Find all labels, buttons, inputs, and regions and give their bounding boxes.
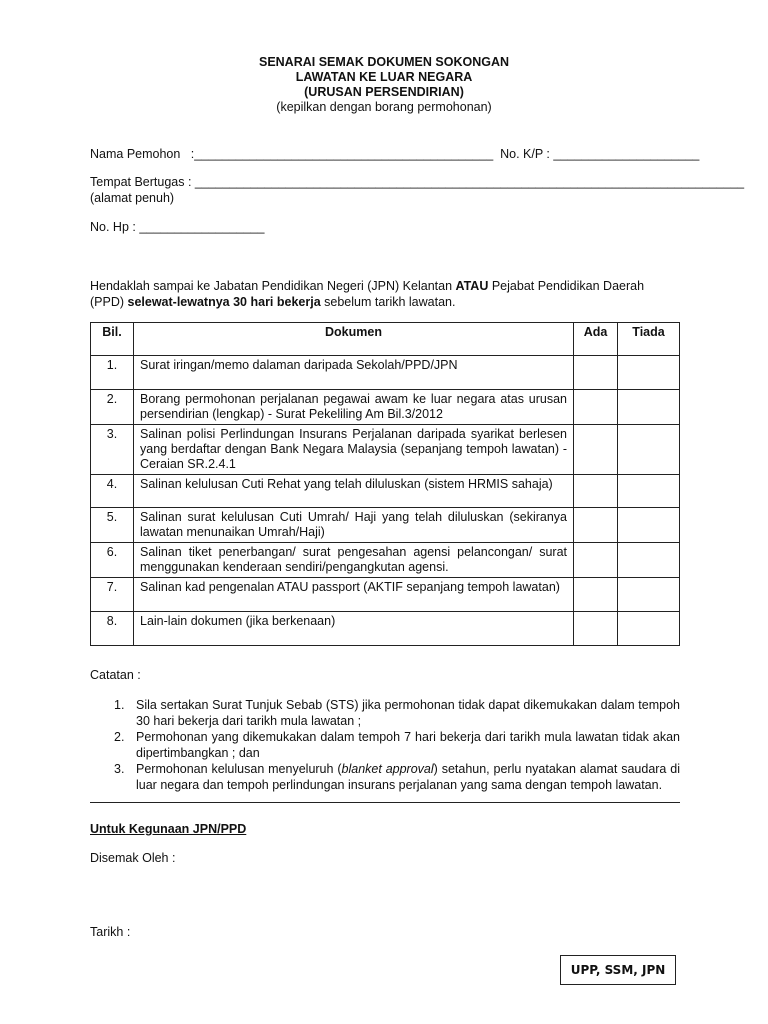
list-item	[90, 761, 680, 793]
column-header-available: Ada	[574, 323, 618, 356]
table-row	[91, 543, 680, 578]
notes-label: Catatan :	[90, 668, 141, 682]
available-checkbox-cell[interactable]	[574, 425, 618, 475]
row-document: Lain-lain dokumen (jika berkenaan)	[134, 612, 574, 646]
form-title-line-1: SENARAI SEMAK DOKUMEN SOKONGAN	[258, 55, 509, 69]
table-row	[91, 390, 680, 425]
note-text: Permohonan yang dikemukakan dalam tempoh 7 hari bekerja dari tarikh mula lawatan tidak akan dipertimbangkan ; dan	[136, 730, 680, 760]
not-available-checkbox-cell[interactable]	[618, 390, 680, 425]
row-document: Salinan polisi Perlindungan Insurans Perjalanan daripada syarikat berlesen yang berdaftar dengan Bank Negara Malaysia (sepanjang tempoh lawatan) - Ceraian SR.2.4.1	[134, 425, 574, 475]
instruction-text-3: sebelum tarikh lawatan.	[320, 295, 456, 309]
instruction-text-1: Hendaklah sampai ke Jabatan Pendidikan Negeri (JPN) Kelantan	[90, 279, 456, 293]
available-checkbox-cell[interactable]	[574, 543, 618, 578]
note-number: 2.	[114, 730, 125, 744]
notes-list	[90, 697, 680, 793]
available-checkbox-cell[interactable]	[574, 475, 618, 508]
not-available-checkbox-cell[interactable]	[618, 356, 680, 390]
form-subtitle: (kepilkan dengan borang permohonan)	[276, 100, 492, 114]
not-available-checkbox-cell[interactable]	[618, 425, 680, 475]
applicant-name-field[interactable]: Nama Pemohon :___________________________________________ No. K/P : _____________________	[90, 147, 700, 161]
table-row	[91, 356, 680, 390]
form-title-line-2: LAWATAN KE LUAR NEGARA	[295, 70, 473, 84]
row-number: 3.	[91, 425, 134, 475]
not-available-checkbox-cell[interactable]	[618, 612, 680, 646]
row-number: 5.	[91, 508, 134, 543]
submission-instruction	[90, 278, 680, 310]
available-checkbox-cell[interactable]	[574, 356, 618, 390]
note-number: 1.	[114, 698, 125, 712]
note-text-before: Permohonan kelulusan menyeluruh (	[136, 762, 342, 776]
table-row	[91, 425, 680, 475]
instruction-text-2: Pejabat Pendidikan Daerah (PPD)	[90, 279, 645, 309]
row-document: Salinan tiket penerbangan/ surat pengesahan agensi pelancongan/ surat menggunakan kenderaan sendiri/pengangkutan agensi.	[134, 543, 574, 578]
row-number: 2.	[91, 390, 134, 425]
not-available-checkbox-cell[interactable]	[618, 543, 680, 578]
note-text-after: ) setahun, perlu nyatakan alamat saudara di luar negara dan tempoh perlindungan insurans perjalanan yang sama dengan tempoh lawatan.	[136, 762, 680, 792]
instruction-bold-deadline: selewat-lewatnya 30 hari bekerja	[127, 295, 321, 309]
table-row	[91, 508, 680, 543]
note-text: Sila sertakan Surat Tunjuk Sebab (STS) jika permohonan tidak dapat dikemukakan dalam tempoh 30 hari bekerja dari tarikh mula lawatan ;	[136, 698, 680, 728]
row-document: Surat iringan/memo dalaman daripada Sekolah/PPD/JPN	[134, 356, 574, 390]
list-item	[90, 697, 680, 729]
checked-by-field[interactable]: Disemak Oleh :	[90, 851, 176, 865]
row-document: Salinan kad pengenalan ATAU passport (AKTIF sepanjang tempoh lawatan)	[134, 578, 574, 612]
row-number: 1.	[91, 356, 134, 390]
column-header-not-available: Tiada	[618, 323, 680, 356]
office-use-title: Untuk Kegunaan JPN/PPD	[90, 822, 247, 836]
form-title-line-3: (URUSAN PERSENDIRIAN)	[304, 85, 464, 99]
table-header-row	[91, 323, 680, 356]
table-row	[91, 578, 680, 612]
section-divider	[90, 802, 680, 803]
not-available-checkbox-cell[interactable]	[618, 578, 680, 612]
unit-stamp-box: UPP, SSM, JPN	[560, 955, 676, 985]
available-checkbox-cell[interactable]	[574, 390, 618, 425]
row-number: 6.	[91, 543, 134, 578]
date-field[interactable]: Tarikh :	[90, 925, 131, 939]
row-document: Borang permohonan perjalanan pegawai awam ke luar negara atas urusan persendirian (lengkap) - Surat Pekeliling Am Bil.3/2012	[134, 390, 574, 425]
not-available-checkbox-cell[interactable]	[618, 475, 680, 508]
note-number: 3.	[114, 762, 125, 776]
row-document: Salinan kelulusan Cuti Rehat yang telah diluluskan (sistem HRMIS sahaja)	[134, 475, 574, 508]
workplace-field[interactable]: Tempat Bertugas : _______________________________________________________________________________	[90, 175, 745, 189]
address-note: (alamat penuh)	[90, 191, 175, 205]
available-checkbox-cell[interactable]	[574, 508, 618, 543]
list-item	[90, 729, 680, 761]
row-document: Salinan surat kelulusan Cuti Umrah/ Haji yang telah diluluskan (sekiranya lawatan menunaikan Umrah/Haji)	[134, 508, 574, 543]
phone-field[interactable]: No. Hp : __________________	[90, 220, 265, 234]
available-checkbox-cell[interactable]	[574, 578, 618, 612]
available-checkbox-cell[interactable]	[574, 612, 618, 646]
table-row	[91, 612, 680, 646]
not-available-checkbox-cell[interactable]	[618, 508, 680, 543]
row-number: 8.	[91, 612, 134, 646]
note-italic-term: blanket approval	[341, 762, 434, 776]
table-row	[91, 475, 680, 508]
column-header-document: Dokumen	[134, 323, 574, 356]
row-number: 4.	[91, 475, 134, 508]
document-checklist-table	[90, 322, 680, 646]
row-number: 7.	[91, 578, 134, 612]
instruction-bold-or: ATAU	[455, 279, 489, 293]
column-header-number: Bil.	[91, 323, 134, 356]
